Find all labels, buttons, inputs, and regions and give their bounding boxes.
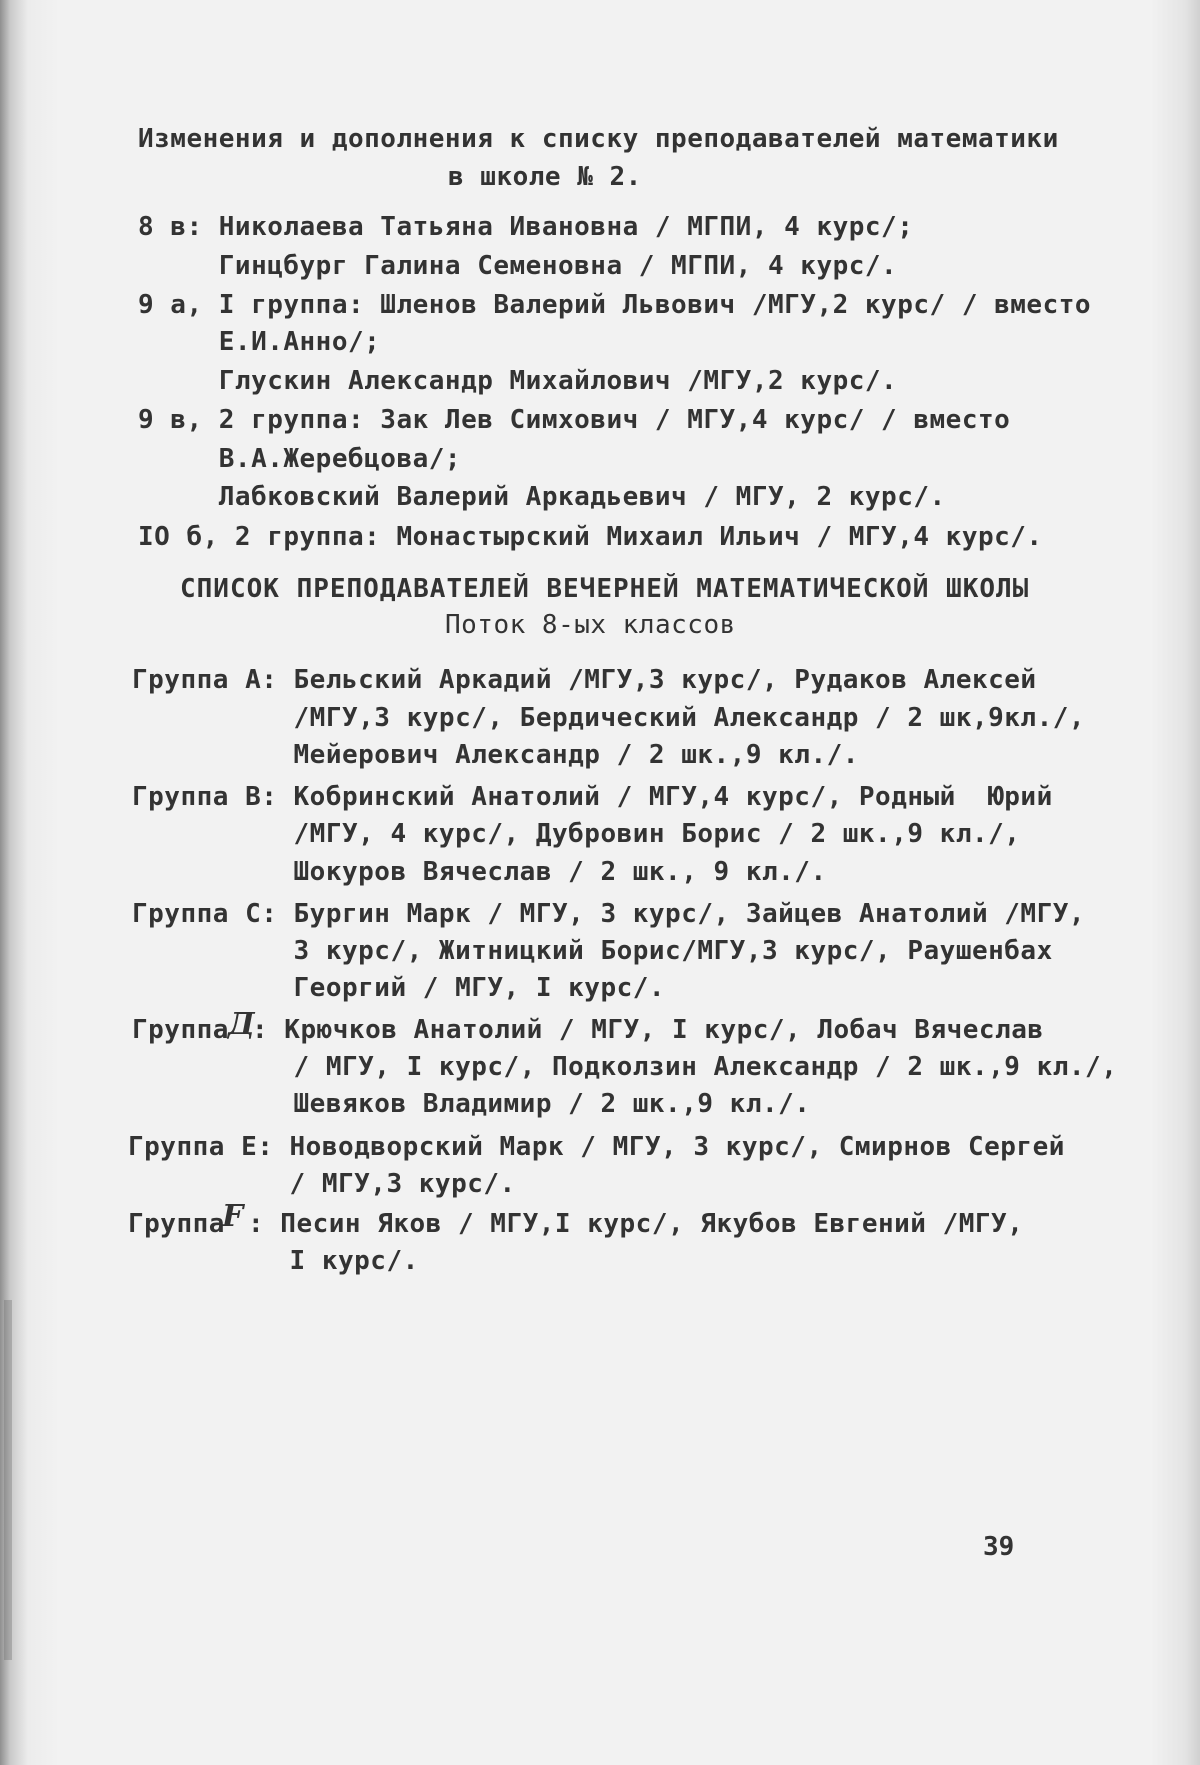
group-line: Мейерович Александр / 2 шк.,9 кл./. — [132, 740, 859, 770]
group-line: /МГУ, 4 курс/, Дубровин Борис / 2 шк.,9 кл./, — [132, 819, 1021, 849]
group-f-letter: F — [222, 1199, 244, 1234]
teacher-line: Гинцбург Галина Семеновна / МГПИ, 4 курс/. — [138, 251, 898, 281]
teacher-line: 8 в: Николаева Татьяна Ивановна / МГПИ, 4 курс/; — [138, 212, 914, 242]
group-line: Шокуров Вячеслав / 2 шк., 9 кл./. — [132, 857, 827, 887]
group-f-prefix: Группа — [128, 1209, 225, 1239]
title-line-2: в школе № 2. — [448, 162, 642, 192]
teacher-line: Е.И.Анно/; — [138, 327, 381, 357]
group-line: / МГУ,3 курс/. — [128, 1169, 516, 1199]
group-line: Группа Е: Новодворский Марк / МГУ, 3 курс/, Смирнов Сергей — [128, 1132, 1065, 1162]
title-line-1: Изменения и дополнения к списку преподавателей математики — [138, 124, 1059, 154]
group-d-prefix: Группа — [132, 1015, 229, 1045]
group-d-letter: Д — [228, 1007, 256, 1042]
group-line: Георгий / МГУ, I курс/. — [132, 973, 666, 1003]
group-line: I курс/. — [128, 1246, 419, 1276]
teacher-line: IO б, 2 группа: Монастырский Михаил Ильич / МГУ,4 курс/. — [138, 522, 1043, 552]
teacher-line: 9 а, I группа: Шленов Валерий Львович /МГУ,2 курс/ / вместо — [138, 290, 1092, 320]
spine-shadow — [4, 1300, 12, 1660]
group-line: : Песин Яков / МГУ,I курс/, Якубов Евгений /МГУ, — [248, 1209, 1024, 1239]
group-line: 3 курс/, Житницкий Борис/МГУ,3 курс/, Раушенбах — [132, 936, 1053, 966]
group-line: Группа В: Кобринский Анатолий / МГУ,4 курс/, Родный Юрий — [132, 782, 1053, 812]
group-line: / МГУ, I курс/, Подколзин Александр / 2 шк.,9 кл./, — [132, 1052, 1118, 1082]
teacher-line: 9 в, 2 группа: Зак Лев Симхович / МГУ,4 курс/ / вместо — [138, 405, 1011, 435]
group-line: Группа А: Бельский Аркадий /МГУ,3 курс/, Рудаков Алексей — [132, 665, 1037, 695]
teacher-line: Лабковский Валерий Аркадьевич / МГУ, 2 курс/. — [138, 482, 946, 512]
group-line: /МГУ,3 курс/, Бердический Александр / 2 шк,9кл./, — [132, 703, 1086, 733]
teacher-line: Глускин Александр Михайлович /МГУ,2 курс/. — [138, 366, 898, 396]
section-title: СПИСОК ПРЕПОДАВАТЕЛЕЙ ВЕЧЕРНЕЙ МАТЕМАТИЧЕСКОЙ ШКОЛЫ — [180, 574, 1030, 604]
group-line: Группа С: Бургин Марк / МГУ, 3 курс/, Зайцев Анатолий /МГУ, — [132, 899, 1086, 929]
group-line: : Крючков Анатолий / МГУ, I курс/, Лобач Вячеслав — [252, 1015, 1044, 1045]
section-subtitle: Поток 8-ых классов — [445, 610, 736, 640]
page-number: 39 — [983, 1532, 1015, 1562]
teacher-line: В.А.Жеребцова/; — [138, 444, 462, 474]
group-line: Шевяков Владимир / 2 шк.,9 кл./. — [132, 1089, 811, 1119]
